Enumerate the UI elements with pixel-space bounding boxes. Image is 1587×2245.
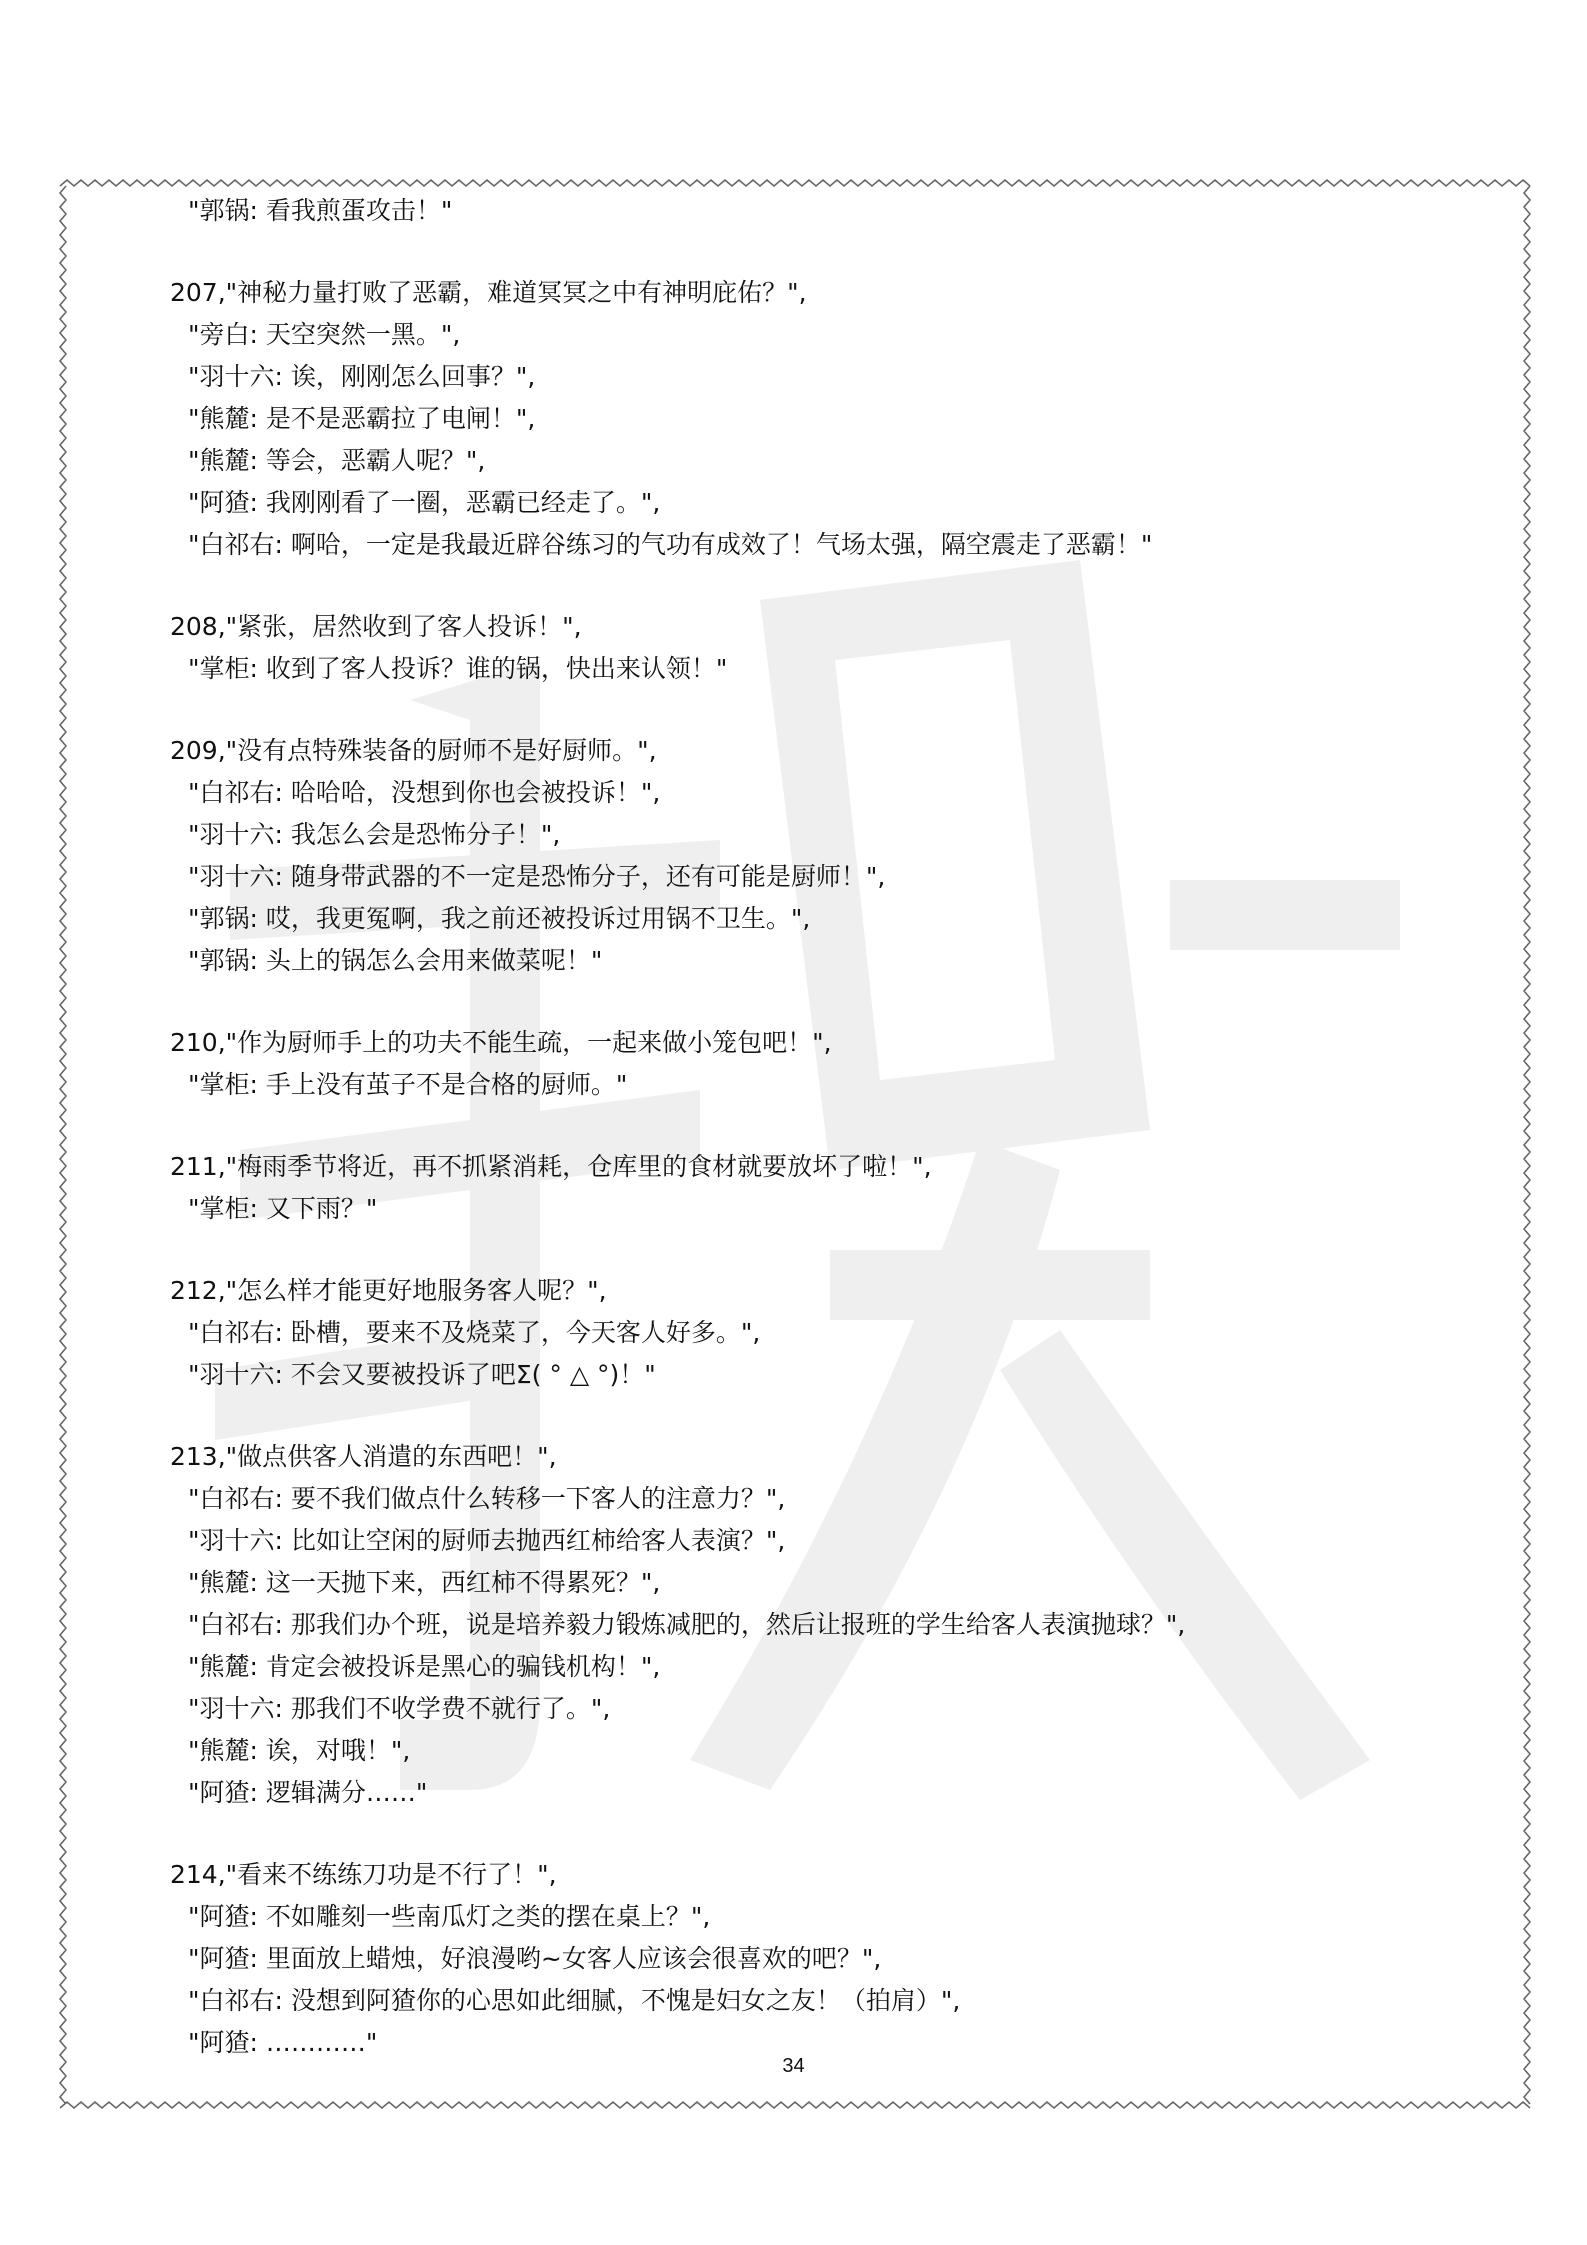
dialogue-line: "阿猹: 里面放上蜡烛，好浪漫哟~女客人应该会很喜欢的吧？", — [188, 1944, 882, 1973]
dialogue-line: "阿猹: 逻辑满分……" — [188, 1778, 428, 1807]
dialogue-entry — [170, 730, 1500, 982]
dialogue-line: "羽十六: 我怎么会是恐怖分子！", — [188, 820, 561, 849]
entry-title: 214,"看来不练练刀功是不行了！", — [170, 1860, 557, 1889]
entry-title: 208,"紧张，居然收到了客人投诉！", — [170, 612, 582, 641]
dialogue-line: "熊麓: 这一天抛下来，西红柿不得累死？", — [188, 1568, 661, 1597]
dialogue-line: "掌柜: 手上没有茧子不是合格的厨师。" — [188, 1070, 628, 1099]
entry-spacer — [170, 982, 1500, 1022]
dialogue-line: "白祁右: 啊哈，一定是我最近辟谷练习的气功有成效了！气场太强，隔空震走了恶霸！" — [188, 530, 1153, 559]
dialogue-line: "羽十六: 那我们不收学费不就行了。", — [188, 1694, 611, 1723]
entry-spacer — [170, 232, 1500, 272]
dialogue-line: "熊麓: 是不是恶霸拉了电闸！", — [188, 404, 536, 433]
dialogue-line: "羽十六: 随身带武器的不一定是恐怖分子，还有可能是厨师！", — [188, 862, 886, 891]
entry-spacer — [170, 690, 1500, 730]
entry-spacer — [170, 566, 1500, 606]
dialogue-line: "阿猹: 不如雕刻一些南瓜灯之类的摆在桌上？", — [188, 1902, 711, 1931]
dialogue-entry — [170, 1270, 1500, 1396]
dialogue-line: "白祁右: 没想到阿猹你的心思如此细腻，不愧是妇女之友！（拍肩）", — [188, 1986, 961, 2015]
dialogue-line: "羽十六: 不会又要被投诉了吧Σ( ° △ °)！" — [188, 1360, 656, 1389]
dialogue-line: "羽十六: 比如让空闲的厨师去抛西红柿给客人表演？", — [188, 1526, 786, 1555]
dialogue-entry — [170, 1436, 1500, 1814]
entry-title: 212,"怎么样才能更好地服务客人呢？", — [170, 1276, 607, 1305]
dialogue-line: "白祁右: 要不我们做点什么转移一下客人的注意力？", — [188, 1484, 786, 1513]
entry-title: 209,"没有点特殊装备的厨师不是好厨师。", — [170, 736, 657, 765]
dialogue-line: "白祁右: 那我们办个班，说是培养毅力锻炼减肥的，然后让报班的学生给客人表演抛球？", — [188, 1610, 1186, 1639]
dialogue-entry — [170, 190, 1500, 232]
dialogue-line: "阿猹: …………" — [188, 2028, 378, 2057]
dialogue-line: "郭锅: 头上的锅怎么会用来做菜呢！" — [188, 946, 603, 975]
dialogue-entry — [170, 272, 1500, 566]
entry-title: 213,"做点供客人消遣的东西吧！", — [170, 1442, 557, 1471]
dialogue-line: "旁白: 天空突然一黑。", — [188, 320, 461, 349]
entry-spacer — [170, 1106, 1500, 1146]
dialogue-entry — [170, 1022, 1500, 1106]
entry-spacer — [170, 1396, 1500, 1436]
dialogue-entry — [170, 606, 1500, 690]
entry-title: 210,"作为厨师手上的功夫不能生疏，一起来做小笼包吧！", — [170, 1028, 832, 1057]
dialogue-line: "熊麓: 等会，恶霸人呢？", — [188, 446, 486, 475]
dialogue-line: "熊麓: 诶，对哦！", — [188, 1736, 411, 1765]
dialogue-line: "郭锅: 哎，我更冤啊，我之前还被投诉过用锅不卫生。", — [188, 904, 811, 933]
page-number: 34 — [782, 2055, 805, 2077]
entry-spacer — [170, 1814, 1500, 1854]
dialogue-line: "掌柜: 又下雨？" — [188, 1194, 378, 1223]
entry-title: 207,"神秘力量打败了恶霸，难道冥冥之中有神明庇佑？", — [170, 278, 807, 307]
dialogue-line: "熊麓: 肯定会被投诉是黑心的骗钱机构！", — [188, 1652, 661, 1681]
dialogue-line: "阿猹: 我刚刚看了一圈，恶霸已经走了。", — [188, 488, 661, 517]
dialogue-entry — [170, 1854, 1500, 2064]
entry-spacer — [170, 1230, 1500, 1270]
dialogue-line: "白祁右: 卧槽，要来不及烧菜了，今天客人好多。", — [188, 1318, 761, 1347]
dialogue-line: "白祁右: 哈哈哈，没想到你也会被投诉！", — [188, 778, 661, 807]
dialogue-line: "羽十六: 诶，刚刚怎么回事？", — [188, 362, 536, 391]
dialogue-list — [170, 190, 1500, 2064]
dialogue-entry — [170, 1146, 1500, 1230]
dialogue-line: "掌柜: 收到了客人投诉？谁的锅，快出来认领！" — [188, 654, 728, 683]
dialogue-line: "郭锅: 看我煎蛋攻击！" — [188, 196, 453, 225]
entry-title: 211,"梅雨季节将近，再不抓紧消耗，仓库里的食材就要放坏了啦！", — [170, 1152, 932, 1181]
